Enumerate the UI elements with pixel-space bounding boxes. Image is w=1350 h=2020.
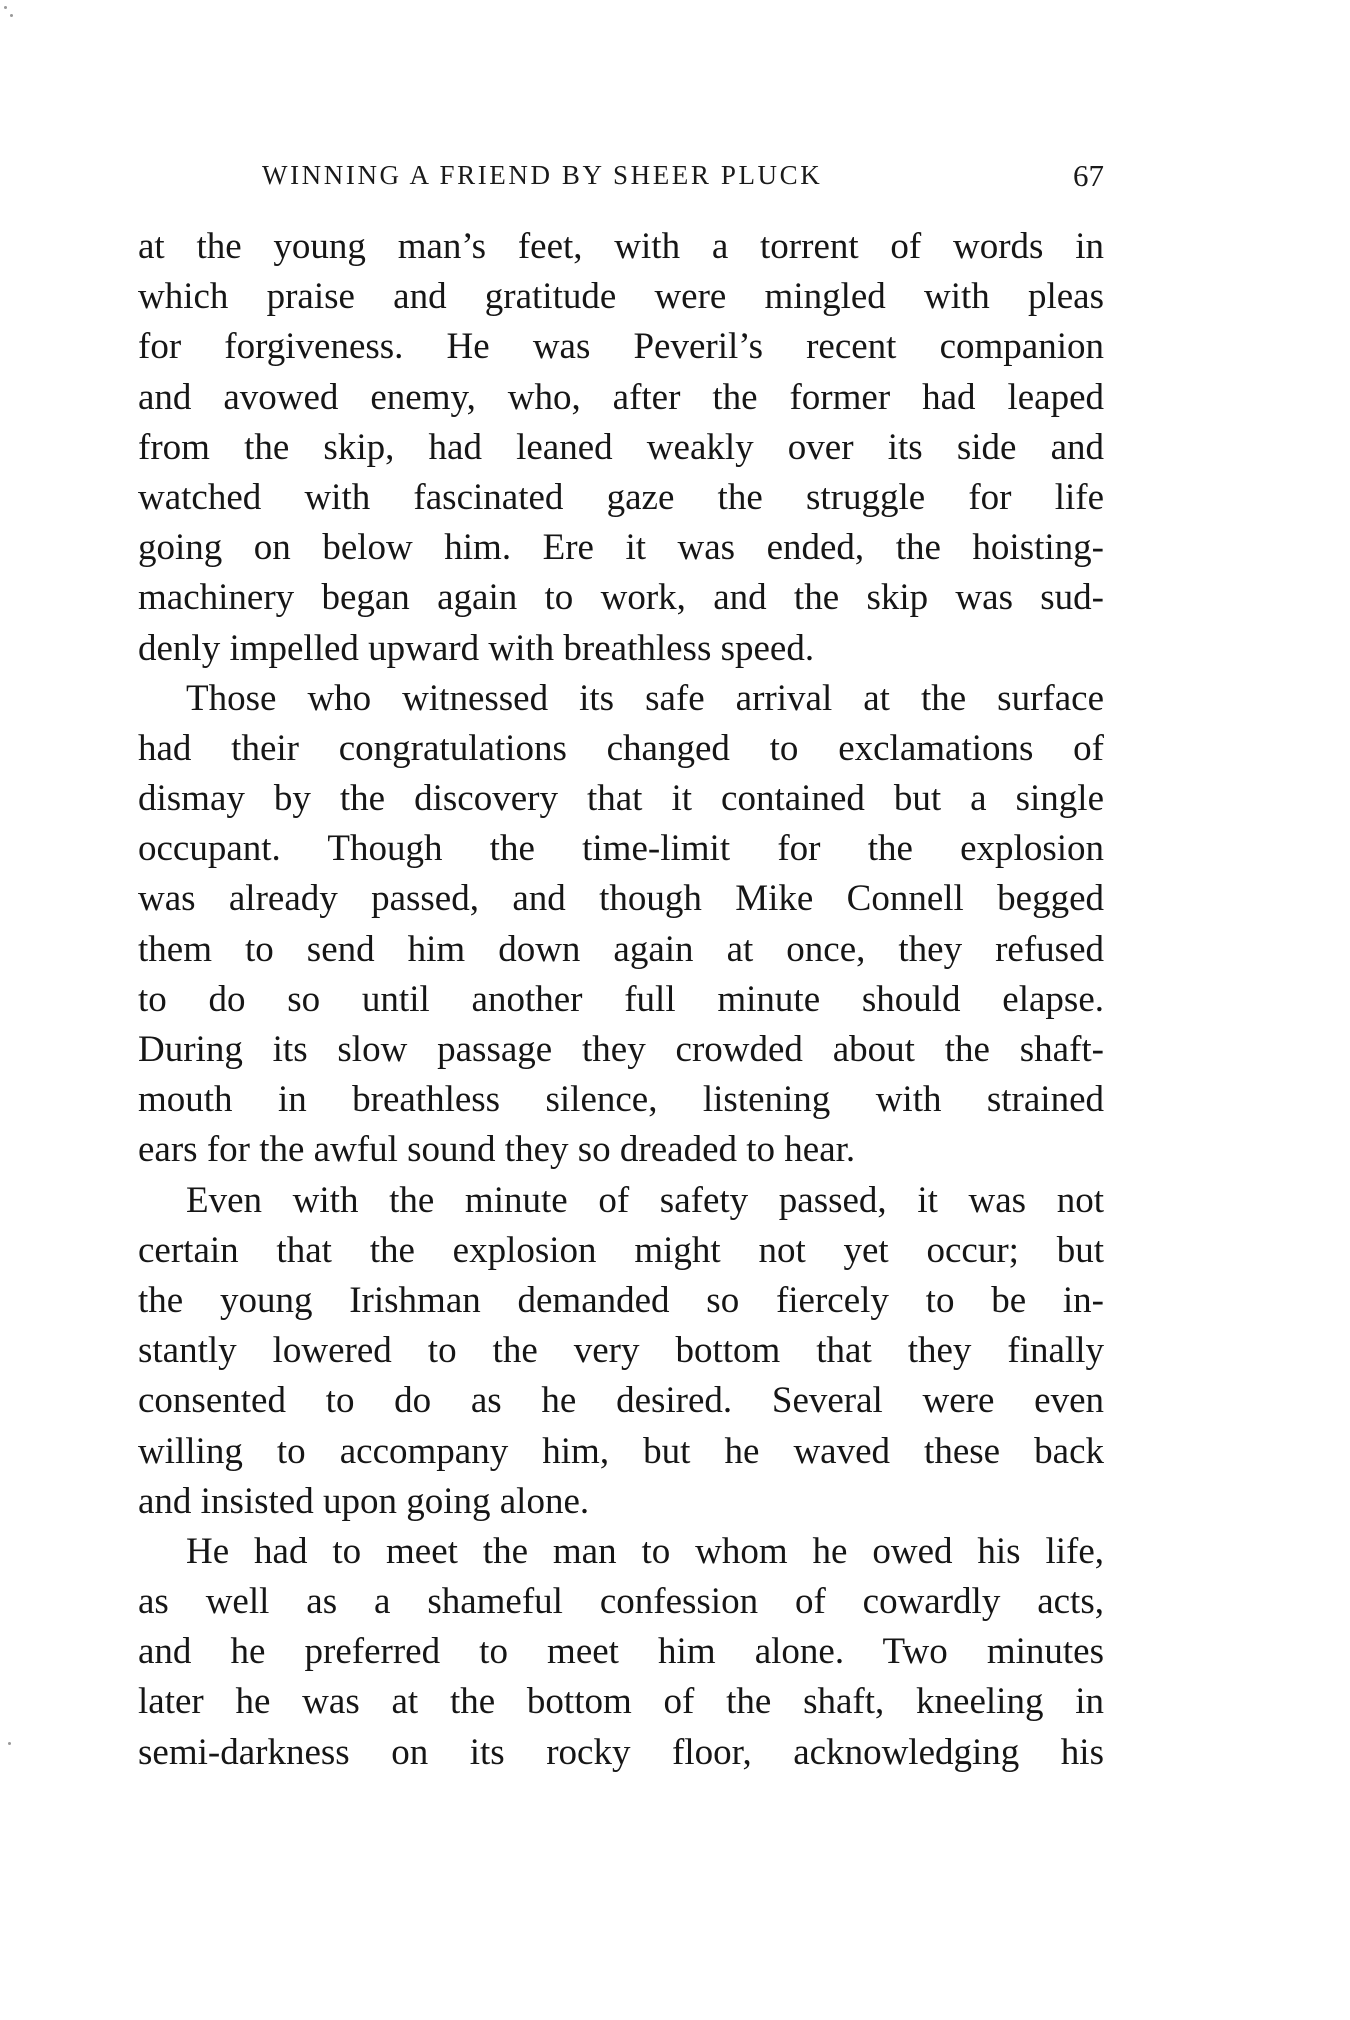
text-line: at the young man’s feet, with a torrent of words in bbox=[138, 226, 1104, 267]
text-line: and he preferred to meet him alone. Two minutes bbox=[138, 1631, 1104, 1673]
text-line: watched with fascinated gaze the struggle for life bbox=[138, 476, 1104, 518]
text-line: from the skip, had leaned weakly over its side and bbox=[138, 426, 1104, 468]
text-line: semi-darkness on its rocky floor, acknowledging his bbox=[138, 1731, 1104, 1773]
scan-speck bbox=[4, 6, 7, 9]
running-head bbox=[262, 160, 1104, 200]
text-line: machinery began again to work, and the skip was sud- bbox=[138, 577, 1104, 619]
running-title: WINNING A FRIEND BY SHEER PLUCK bbox=[262, 160, 823, 190]
scan-speck bbox=[10, 14, 13, 17]
text-line: occupant. Though the time-limit for the explosion bbox=[138, 828, 1104, 870]
text-line: was already passed, and though Mike Connell begged bbox=[138, 878, 1104, 920]
text-line: dismay by the discovery that it contained but a single bbox=[138, 778, 1104, 820]
paragraph bbox=[138, 1176, 1104, 1527]
text-line: and insisted upon going alone. bbox=[138, 1480, 590, 1522]
text-line: Those who witnessed its safe arrival at the surface bbox=[186, 677, 1104, 719]
text-line: later he was at the bottom of the shaft, kneeling in bbox=[138, 1681, 1104, 1723]
text-line: for forgiveness. He was Peveril’s recent companion bbox=[138, 326, 1104, 368]
text-line: certain that the explosion might not yet occur; but bbox=[138, 1229, 1104, 1271]
text-line: going on below him. Ere it was ended, the hoisting- bbox=[138, 527, 1104, 569]
paragraph bbox=[138, 674, 1104, 1176]
text-line: the young Irishman demanded so fiercely to be in- bbox=[138, 1279, 1104, 1321]
text-line: During its slow passage they crowded about the shaft- bbox=[138, 1029, 1104, 1070]
text-line: He had to meet the man to whom he owed his life, bbox=[186, 1530, 1104, 1572]
text-line: as well as a shameful confession of cowardly acts, bbox=[138, 1581, 1104, 1623]
text-line: denly impelled upward with breathless speed. bbox=[138, 627, 815, 669]
text-line: willing to accompany him, but he waved these back bbox=[138, 1430, 1104, 1472]
text-line: them to send him down again at once, they refused bbox=[138, 928, 1104, 970]
text-line: and avowed enemy, who, after the former had leaped bbox=[138, 376, 1104, 418]
paragraph bbox=[138, 222, 1104, 674]
scan-speck bbox=[8, 1742, 11, 1745]
text-line: consented to do as he desired. Several were even bbox=[138, 1380, 1104, 1422]
text-line: mouth in breathless silence, listening with strained bbox=[138, 1079, 1104, 1121]
body-text bbox=[138, 222, 1104, 1778]
text-line: to do so until another full minute should elapse. bbox=[138, 978, 1104, 1020]
text-line: Even with the minute of safety passed, it was not bbox=[186, 1179, 1104, 1221]
page-number: 67 bbox=[1073, 158, 1104, 193]
text-line: ears for the awful sound they so dreaded to hear. bbox=[138, 1129, 856, 1171]
text-line: which praise and gratitude were mingled with pleas bbox=[138, 276, 1104, 318]
text-line: stantly lowered to the very bottom that they finally bbox=[138, 1330, 1104, 1372]
text-line: had their congratulations changed to exclamations of bbox=[138, 727, 1104, 769]
paragraph bbox=[138, 1527, 1104, 1778]
